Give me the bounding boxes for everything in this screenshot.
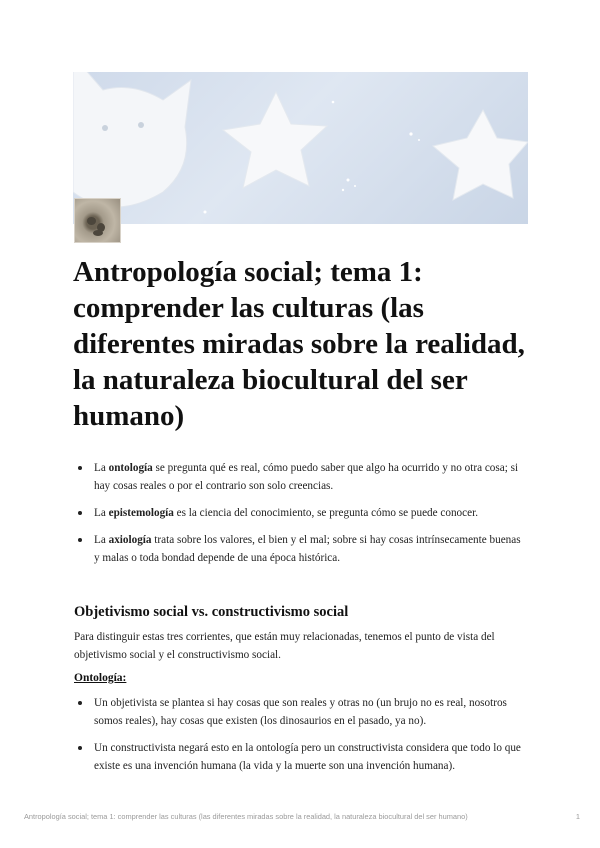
term-axiologia: axiología [108, 534, 152, 546]
page-footer [24, 812, 580, 821]
document-title: Antropología social; tema 1: comprender las culturas (las diferentes miradas sobre la realidad, la naturaleza biocultural del ser humano) [73, 256, 525, 432]
section-paragraph: Para distinguir estas tres corrientes, que están muy relacionadas, tenemos el punto de vista del objetivismo social y el constructivismo social. [74, 631, 495, 661]
footer-running-title: Antropología social; tema 1: comprender las culturas (las diferentes miradas sobre la realidad, la naturaleza biocultural del ser humano) [24, 812, 468, 821]
intro-bullet-list [74, 459, 524, 576]
author-avatar[interactable] [74, 198, 121, 243]
ontology-bullet-list [74, 694, 529, 784]
list-item: La epistemología es la ciencia del conocimiento, se pregunta cómo se puede conocer. [74, 504, 524, 522]
cover-image-art [73, 72, 528, 224]
list-item: Un constructivista negará esto en la ontología pero un constructivista considera que todo lo que existe es una invención humana (la vida y la muerte son una invención humana). [74, 739, 529, 775]
ontology-sublabel: Ontología: [74, 672, 127, 684]
term-epistemologia: epistemología [108, 507, 174, 519]
list-item: La ontología se pregunta qué es real, cómo puedo saber que algo ha ocurrido y no otra cosa; si hay cosas reales o por el contrario son solo creencias. [74, 459, 524, 495]
list-item: Un objetivista se plantea si hay cosas que son reales y otras no (un brujo no es real, nosotros somos reales), hay cosas que existen (los dinosaurios en el pasado, ya no). [74, 694, 529, 730]
avatar-shape [87, 217, 96, 225]
cover-image [73, 72, 528, 224]
section-heading: Objetivismo social vs. constructivismo social [74, 604, 349, 620]
list-item: La axiología trata sobre los valores, el bien y el mal; sobre si hay cosas intrínsecamente buenas y malas o toda bondad depende de una época histórica. [74, 531, 524, 567]
page-number: 1 [575, 812, 580, 821]
term-ontologia: ontología [108, 462, 153, 474]
avatar-shape [93, 230, 103, 236]
